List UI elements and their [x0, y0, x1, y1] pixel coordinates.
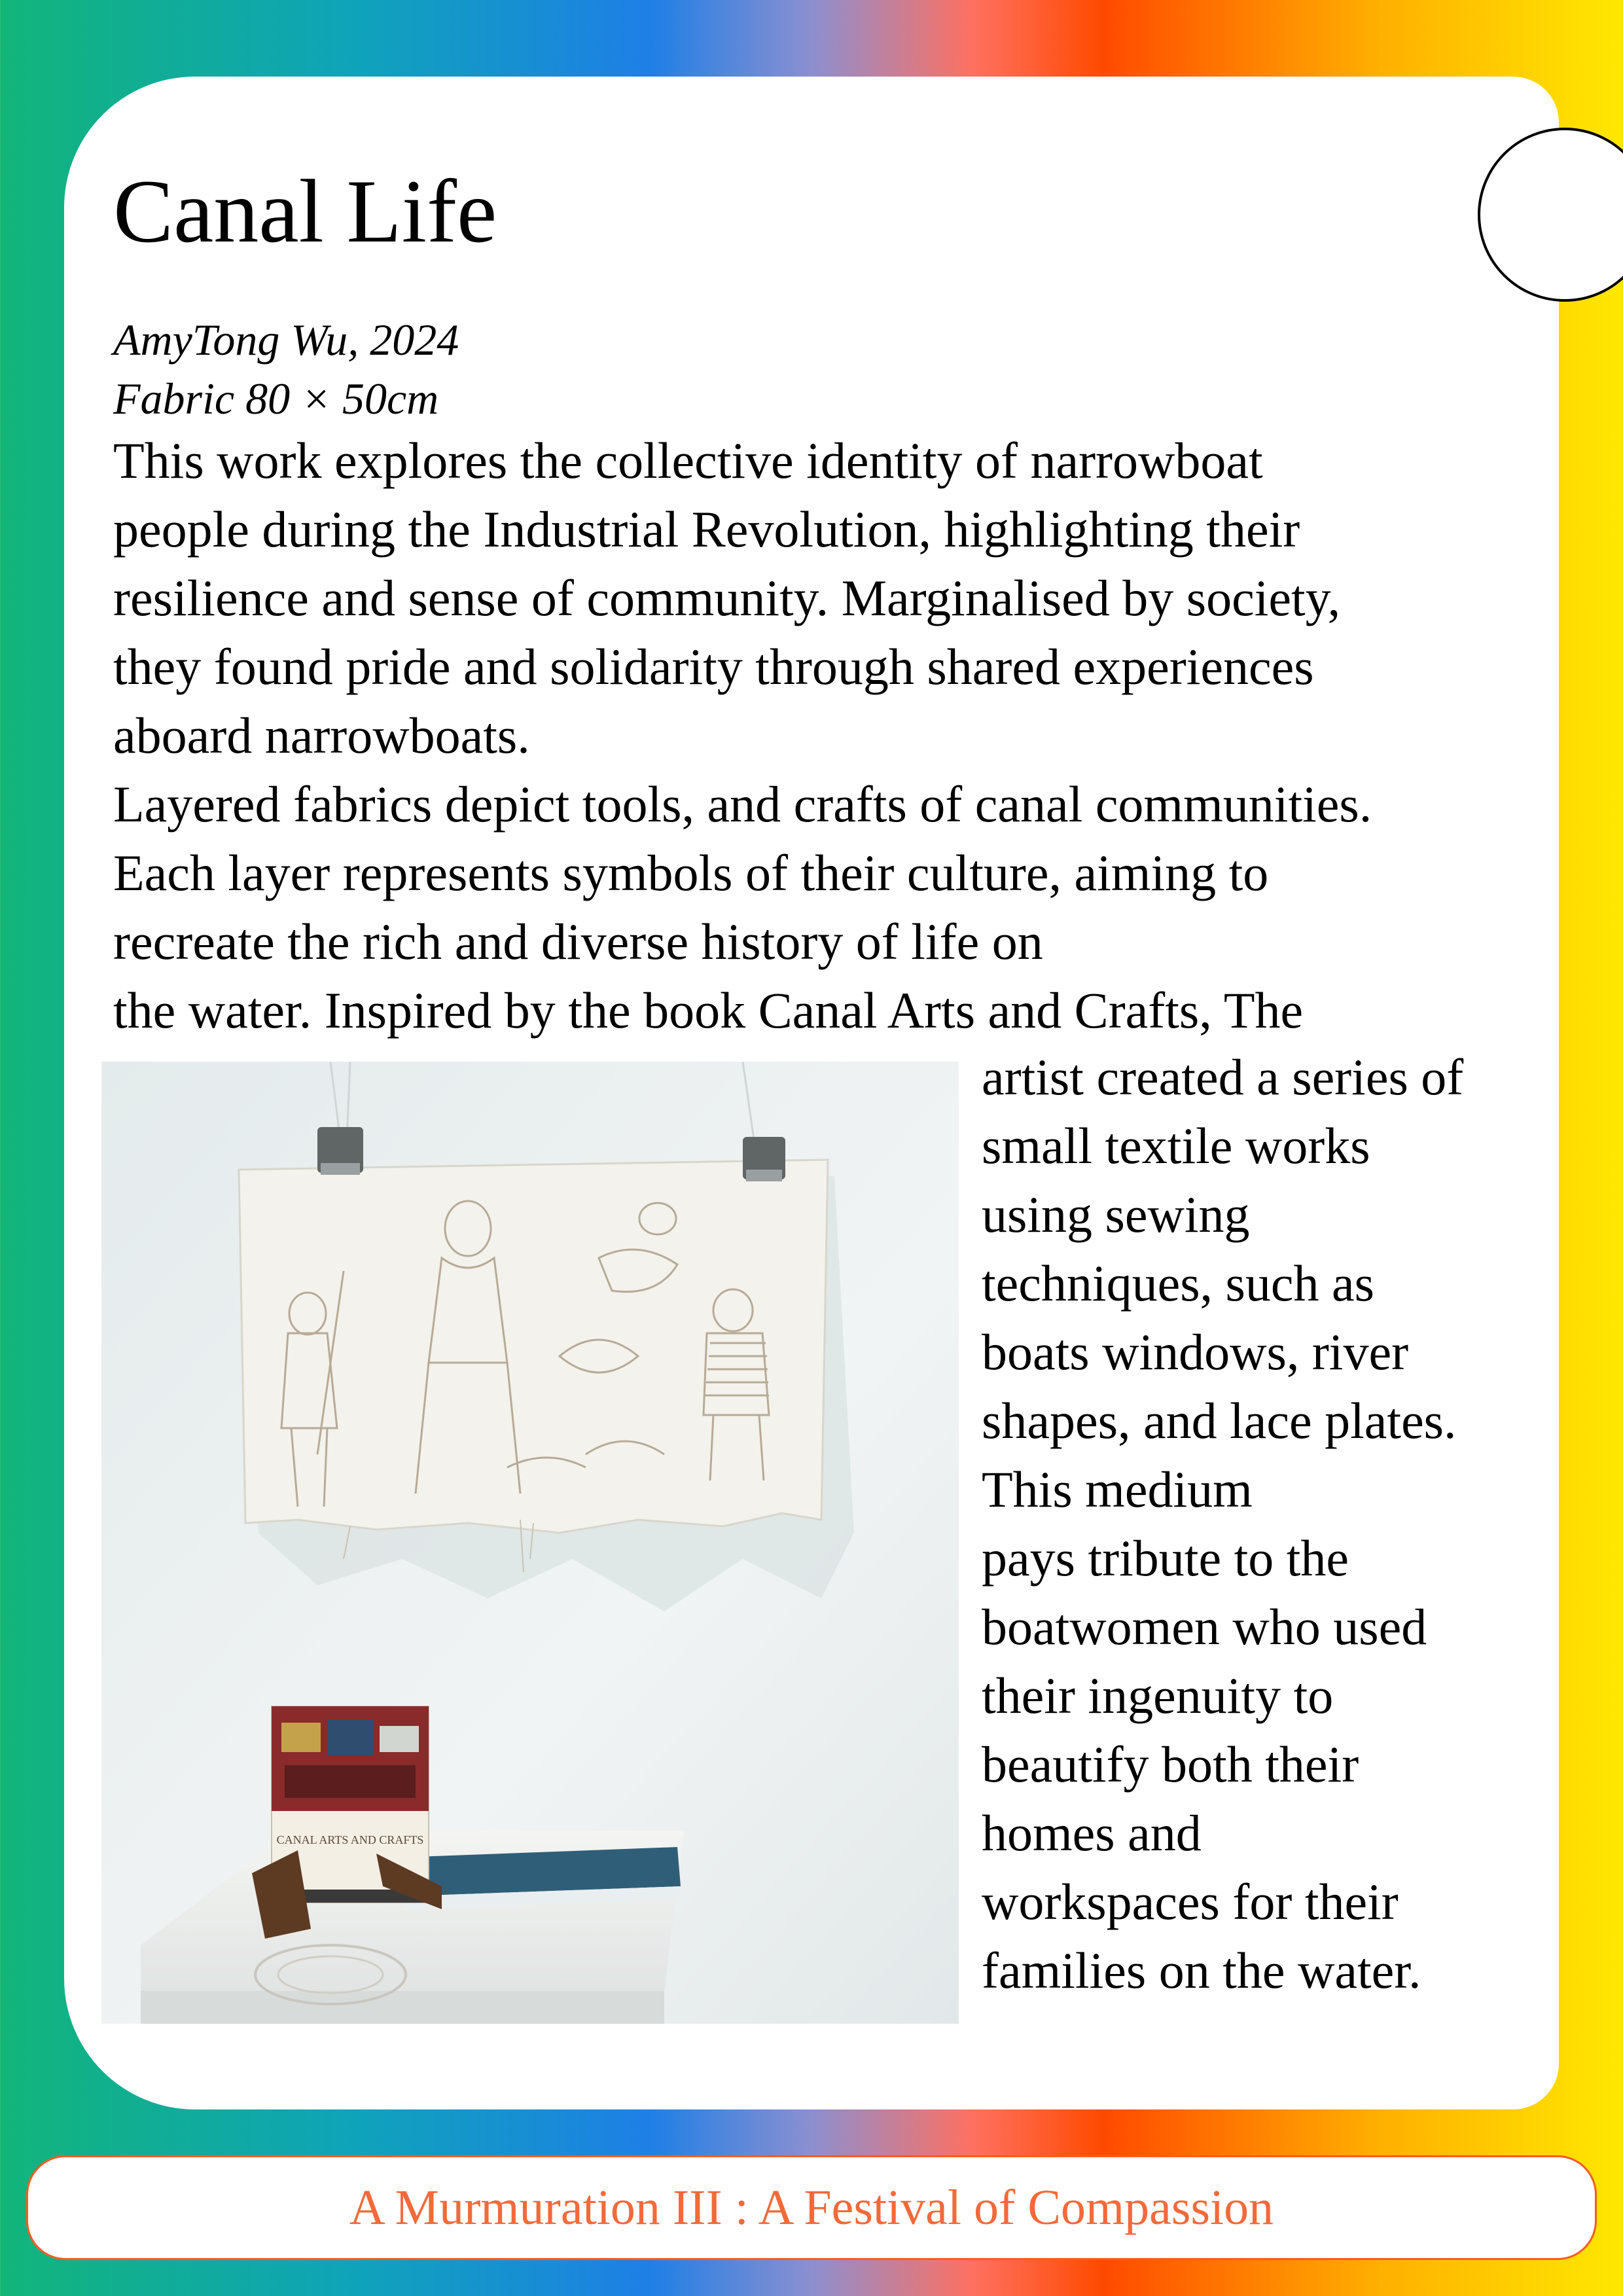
description-side-line: boats windows, river	[982, 1323, 1409, 1380]
description-side-line: their ingenuity to	[982, 1667, 1334, 1724]
description-side-line: artist created a series of	[982, 1049, 1464, 1105]
description-line: This work explores the collective identity of narrowboat	[113, 432, 1263, 489]
artwork-photo	[101, 1062, 959, 2024]
description-line: resilience and sense of community. Marginalised by society,	[113, 569, 1341, 626]
description-side-line: shapes, and lace plates.	[982, 1392, 1457, 1449]
description-side-line: workspaces for their	[982, 1873, 1399, 1930]
description-side-line: techniques, such as	[982, 1255, 1375, 1312]
description-side-line: families on the water.	[982, 1942, 1421, 1999]
medium-size: Fabric 80 × 50cm	[113, 374, 439, 423]
description-line: they found pride and solidarity through shared experiences	[113, 638, 1314, 695]
description-line: Layered fabrics depict tools, and crafts of canal communities.	[113, 776, 1372, 833]
description-line: recreate the rich and diverse history of life on	[113, 913, 1043, 970]
festival-banner-text: A Murmuration III : A Festival of Compassion	[349, 2179, 1274, 2235]
description-side-line: This medium	[982, 1461, 1253, 1518]
festival-banner	[26, 2155, 1597, 2260]
description-side-line: small textile works	[982, 1117, 1370, 1174]
artist-year: AmyTong Wu, 2024	[113, 315, 459, 365]
description-side-line: homes and	[982, 1804, 1202, 1861]
description-line: people during the Industrial Revolution, highlighting their	[113, 501, 1300, 558]
description-side-line: beautify both their	[982, 1736, 1359, 1793]
book-title: CANAL ARTS AND CRAFTS	[276, 1833, 424, 1846]
description-line: the water. Inspired by the book Canal Arts and Crafts, The	[113, 982, 1304, 1039]
description-side-line: using sewing	[982, 1186, 1250, 1243]
description-line: aboard narrowboats.	[113, 707, 530, 764]
description-side-line: boatwomen who used	[982, 1598, 1427, 1655]
artwork-card	[64, 77, 1559, 2109]
corner-circle	[1478, 128, 1623, 302]
artwork-title: Canal Life	[113, 161, 497, 261]
description-line: Each layer represents symbols of their culture, aiming to	[113, 844, 1269, 901]
description-side-line: pays tribute to the	[982, 1530, 1349, 1587]
